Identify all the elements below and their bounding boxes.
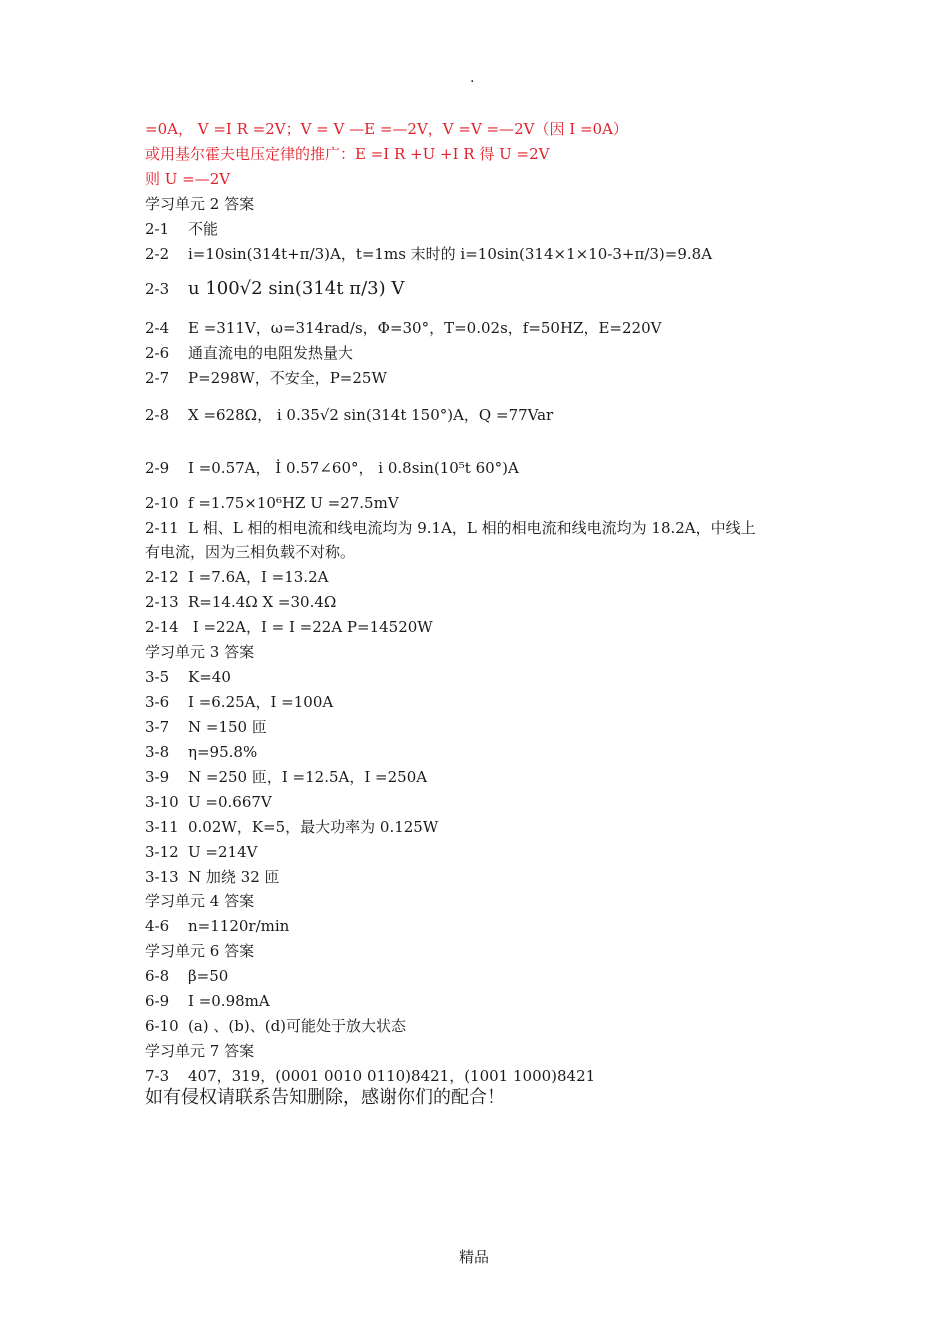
answer-number: 2-4 bbox=[145, 319, 170, 337]
answer-text: u 100√2 sin(314t π/3) V bbox=[188, 278, 405, 299]
answer-number: 3-11 bbox=[145, 818, 179, 836]
answer-row bbox=[145, 843, 257, 861]
closing-note: 如有侵权请联系告知删除，感谢你们的配合！ bbox=[145, 1087, 505, 1108]
header-dot: . bbox=[470, 70, 475, 86]
answer-row bbox=[145, 917, 289, 935]
answer-row bbox=[145, 319, 661, 337]
answer-number: 2-11 bbox=[145, 519, 179, 537]
answer-number: 2-12 bbox=[145, 568, 179, 586]
answer-text: β=50 bbox=[188, 967, 229, 985]
answer-number: 2-7 bbox=[145, 369, 170, 387]
answer-row bbox=[145, 618, 433, 636]
answer-text: η=95.8% bbox=[188, 743, 258, 761]
red-line-1: =0A， V =I R =2V；V = V —E =—2V，V =V =—2V（因 I =0A） bbox=[145, 120, 628, 138]
answer-text: U =0.667V bbox=[188, 793, 272, 811]
answer-row bbox=[145, 245, 712, 263]
answer-number: 3-10 bbox=[145, 793, 179, 811]
answer-number: 3-9 bbox=[145, 768, 170, 786]
answer-row bbox=[145, 369, 387, 387]
answer-text: N =250 匝，I =12.5A，I =250A bbox=[188, 768, 428, 786]
answer-text: 有电流，因为三相负载不对称。 bbox=[145, 543, 356, 561]
answer-text: 不能 bbox=[188, 220, 219, 238]
answer-number: 3-5 bbox=[145, 668, 170, 686]
answer-row bbox=[145, 280, 404, 298]
answer-text: I =22A，I = I =22A P=14520W bbox=[188, 618, 433, 636]
answer-row bbox=[145, 1067, 595, 1085]
answer-text: K=40 bbox=[188, 668, 231, 686]
answer-number: 2-10 bbox=[145, 494, 179, 512]
answer-number: 6-9 bbox=[145, 992, 170, 1010]
answer-row bbox=[145, 406, 553, 424]
answer-row bbox=[145, 1017, 406, 1035]
answer-number: 3-6 bbox=[145, 693, 170, 711]
answer-number: 6-8 bbox=[145, 967, 170, 985]
answer-text: f =1.75×10⁶HZ U =27.5mV bbox=[188, 494, 399, 512]
answer-row bbox=[145, 220, 218, 238]
answer-row bbox=[145, 868, 280, 886]
answer-row bbox=[145, 568, 328, 586]
answer-number: 2-2 bbox=[145, 245, 170, 263]
unit-3-title: 学习单元 3 答案 bbox=[145, 643, 255, 661]
answer-number: 7-3 bbox=[145, 1067, 170, 1085]
footer-label: 精品 bbox=[459, 1248, 490, 1266]
answer-text: I =6.25A，I =100A bbox=[188, 693, 334, 711]
answer-row bbox=[145, 494, 399, 512]
answer-text: N 加绕 32 匝 bbox=[188, 868, 280, 886]
answer-row bbox=[145, 967, 228, 985]
red-line-2: 或用基尔霍夫电压定律的推广：E =I R +U +I R 得 U =2V bbox=[145, 145, 550, 163]
answer-text: n=1120r/min bbox=[188, 917, 290, 935]
answer-row bbox=[145, 668, 231, 686]
answer-text: 407，319，(0001 0010 0110)8421，(1001 1000)8421 bbox=[188, 1067, 596, 1085]
answer-number: 6-10 bbox=[145, 1017, 179, 1035]
answer-row bbox=[145, 718, 267, 736]
answer-number: 3-12 bbox=[145, 843, 179, 861]
answer-row bbox=[145, 459, 519, 477]
answer-number: 3-13 bbox=[145, 868, 179, 886]
answer-text: P=298W，不安全，P=25W bbox=[188, 369, 387, 387]
answer-row bbox=[145, 818, 438, 836]
answer-number: 2-6 bbox=[145, 344, 170, 362]
red-line-3: 则 U =—2V bbox=[145, 170, 231, 188]
answer-number: 2-13 bbox=[145, 593, 179, 611]
answer-text: 0.02W，K=5，最大功率为 0.125W bbox=[188, 818, 439, 836]
answer-row bbox=[145, 543, 355, 561]
answer-row bbox=[145, 593, 336, 611]
answer-text: E =311V，ω=314rad/s，Φ=30°，T=0.02s，f=50HZ，E=220V bbox=[188, 319, 662, 337]
answer-number: 2-3 bbox=[145, 280, 170, 298]
answer-number: 3-7 bbox=[145, 718, 170, 736]
answer-text: L 相、L 相的相电流和线电流均为 9.1A，L 相的相电流和线电流均为 18.2A，中线上 bbox=[188, 519, 756, 537]
answer-row bbox=[145, 768, 427, 786]
unit-6-title: 学习单元 6 答案 bbox=[145, 942, 255, 960]
answer-text: I =7.6A，I =13.2A bbox=[188, 568, 329, 586]
answer-row bbox=[145, 793, 272, 811]
answer-text: i=10sin(314t+π/3)A，t=1ms 末时的 i=10sin(314×1×10-3+π/3)=9.8A bbox=[188, 245, 713, 263]
answer-text: 通直流电的电阻发热量大 bbox=[188, 344, 354, 362]
unit-7-title: 学习单元 7 答案 bbox=[145, 1042, 255, 1060]
answer-row bbox=[145, 344, 353, 362]
answer-text: U =214V bbox=[188, 843, 258, 861]
answer-text: (a) 、(b)、(d)可能处于放大状态 bbox=[188, 1017, 407, 1035]
answer-text: I =0.57A， İ 0.57∠60°， i 0.8sin(10⁵t 60°)A bbox=[188, 459, 519, 477]
answer-row bbox=[145, 693, 333, 711]
answer-number: 2-8 bbox=[145, 406, 170, 424]
answer-number: 4-6 bbox=[145, 917, 170, 935]
answer-row bbox=[145, 743, 257, 761]
answer-number: 2-14 bbox=[145, 618, 179, 636]
unit-4-title: 学习单元 4 答案 bbox=[145, 892, 255, 910]
answer-number: 3-8 bbox=[145, 743, 170, 761]
answer-number: 2-9 bbox=[145, 459, 170, 477]
answer-row bbox=[145, 992, 270, 1010]
unit-2-title: 学习单元 2 答案 bbox=[145, 195, 255, 213]
answer-number: 2-1 bbox=[145, 220, 170, 238]
answer-text: N =150 匝 bbox=[188, 718, 267, 736]
answer-text: X =628Ω， i 0.35√2 sin(314t 150°)A，Q =77Var bbox=[188, 406, 554, 424]
answer-text: R=14.4Ω X =30.4Ω bbox=[188, 593, 337, 611]
answer-row bbox=[145, 519, 756, 537]
answer-text: I =0.98mA bbox=[188, 992, 270, 1010]
